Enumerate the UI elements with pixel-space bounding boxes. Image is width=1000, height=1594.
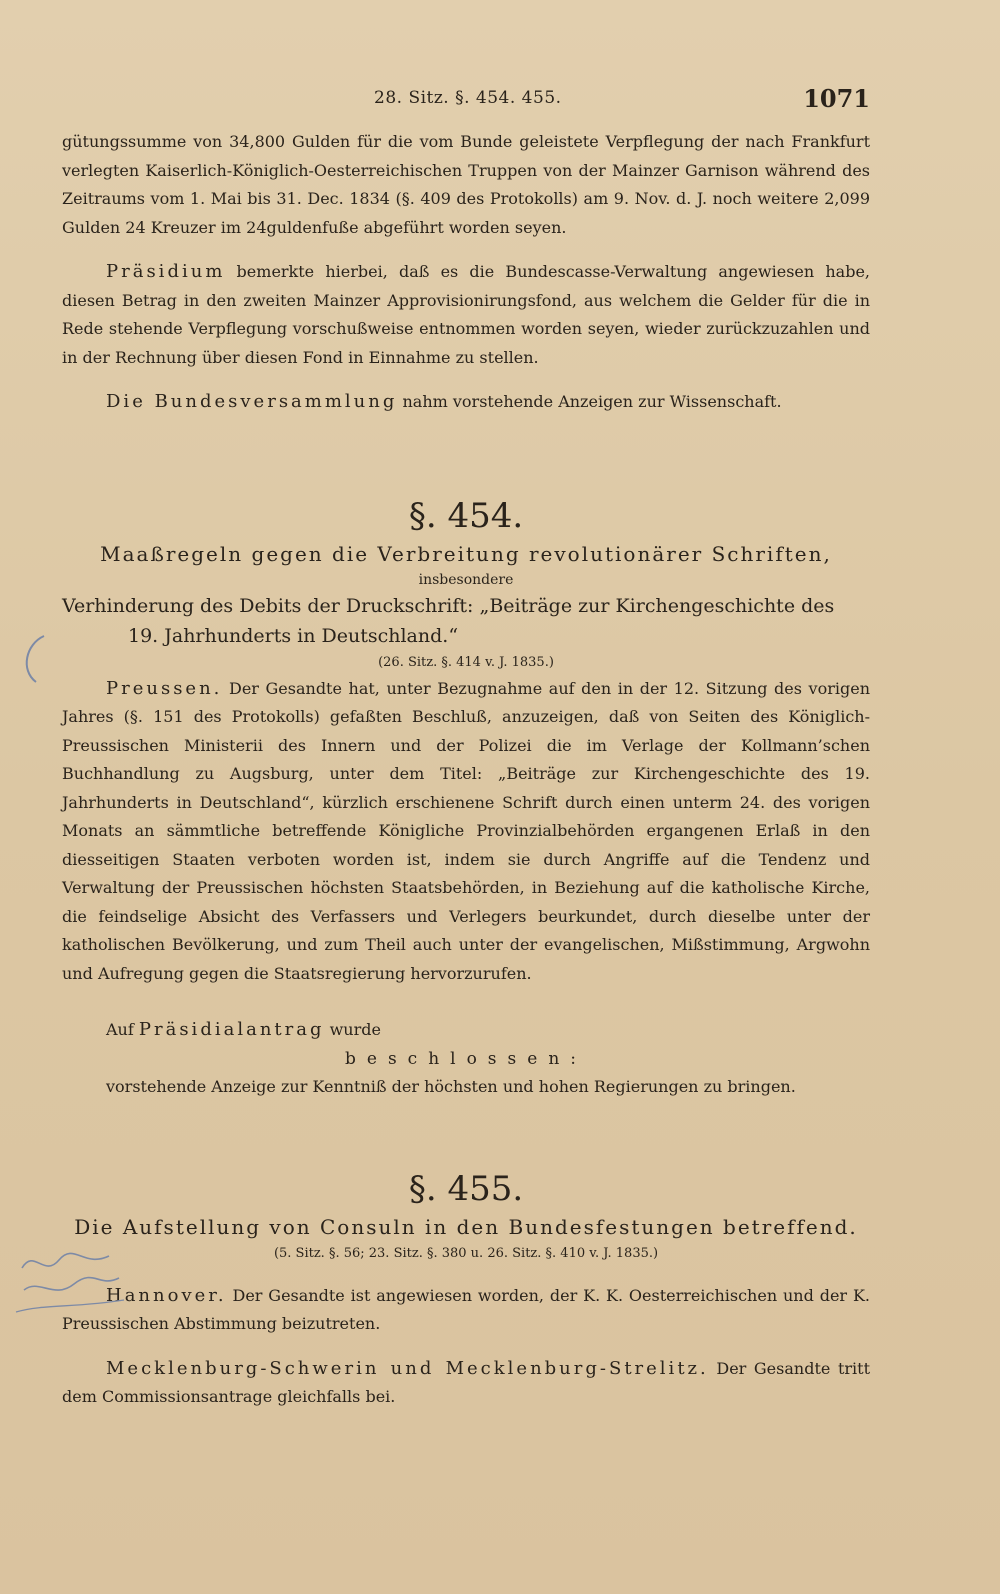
section-455-number: §. 455.: [408, 1168, 524, 1209]
pencil-bracket-mark: [6, 630, 56, 690]
resolution-text: vorstehende Anzeige zur Kenntniß der höchsten und hohen Regierungen zu bringen.: [106, 1077, 796, 1096]
mecklenburg-paragraph: [62, 1355, 870, 1412]
prussia-paragraph: [62, 675, 870, 989]
section-455-reference: (5. Sitz. §. 56; 23. Sitz. §. 380 u. 26. Sitz. §. 410 v. J. 1835.): [273, 1245, 659, 1261]
motion-pre: Auf: [106, 1020, 139, 1039]
page-body: [62, 128, 870, 1412]
motion-line: [62, 1016, 870, 1045]
presidium-paragraph: [62, 258, 870, 372]
pencil-scribble-mark: [14, 1238, 134, 1318]
page-header: [62, 84, 870, 118]
resolved-label: beschlossen:: [345, 1048, 587, 1069]
assembly-text: nahm vorstehende Anzeigen zur Wissenschaft.: [397, 392, 782, 411]
section-454-number: §. 454.: [408, 495, 524, 536]
section-454-heading: Verhinderung des Debits der Druckschrift: „Beiträge zur Kirchengeschichte des 19. Jahrhunderts in Deutschland.“: [62, 594, 835, 647]
section-454-reference: (26. Sitz. §. 414 v. J. 1835.): [378, 654, 554, 670]
section-455-title: Die Aufstellung von Consuln in den Bundesfestungen betreffend.: [74, 1214, 858, 1239]
section-454-title: Maaßregeln gegen die Verbreitung revolutionärer Schriften,: [100, 541, 832, 566]
speaker-mecklenburg: Mecklenburg-Schwerin und Mecklenburg-Strelitz.: [106, 1357, 709, 1379]
mecklenburg-text: Der Gesandte tritt dem Commissionsantrage gleichfalls bei.: [62, 1358, 870, 1406]
motion-spaced: Präsidialantrag: [138, 1019, 325, 1040]
page-number: 1071: [803, 84, 870, 113]
presidium-text: bemerkte hierbei, daß es die Bundescasse-Verwaltung angewiesen habe, diesen Betrag in den zweiten Mainzer Approvisionirungsfond, aus welchem die Gelder für die in Rede stehende Verpflegung vorschußweise entnommen worden seyen, wieder zurückzuzahlen und in der Rechnung über diesen Fond in Einnahme zu stellen.: [62, 262, 870, 367]
hanover-paragraph: [62, 1282, 870, 1339]
speaker-presidium: Präsidium: [106, 261, 226, 282]
motion-post: wurde: [324, 1020, 381, 1039]
speaker-hanover: Hannover.: [106, 1284, 227, 1306]
speaker-prussia: Preussen.: [106, 677, 223, 699]
speaker-assembly: Die Bundesversammlung: [106, 391, 398, 412]
assembly-paragraph: [62, 388, 870, 417]
prussia-text: Der Gesandte hat, unter Bezugnahme auf den in der 12. Sitzung des vorigen Jahres (§. 151 des Protokolls) gefaßten Beschluß, anzuzeigen, daß von Seiten des Königlich-Preussischen Ministerii des Innern und der Polizei die im Verlage der Kollmann’schen Buchhandlung zu Augsburg, unter dem Titel: „Beiträge zur Kirchengeschichte des 19. Jahrhunderts in Deutschland“, kürzlich erschienene Schrift durch einen unterm 24. des vorigen Monats an sämmtliche betreffende Königliche Provinzialbehörden ergangenen Erlaß in den diesseitigen Staaten verboten worden ist, indem sie durch Angriffe auf die Tendenz und Verwaltung der Preussischen höchsten Staatsbehörden, in Beziehung auf die katholische Kirche, die feindselige Absicht des Verfassers und Verlegers beurkundet, durch dieselbe unter der katholischen Bevölkerung, und zum Theil auch unter der evangelischen, Mißstimmung, Argwohn und Aufregung gegen die Staatsregierung hervorzurufen.: [62, 678, 870, 983]
running-title: 28. Sitz. §. 454. 455.: [374, 88, 562, 108]
section-454-subtitle: insbesondere: [418, 571, 514, 588]
continued-paragraph: gütungssumme von 34,800 Gulden für die vom Bunde geleistete Verpflegung der nach Frankfurt verlegten Kaiserlich-Königlich-Oesterreichischen Truppen von der Mainzer Garnison während des Zeitraums vom 1. Mai bis 31. Dec. 1834 (§. 409 des Protokolls) am 9. Nov. d. J. noch weitere 2,099 Gulden 24 Kreuzer im 24guldenfuße abgeführt worden seyen.: [62, 132, 870, 237]
hanover-text: Der Gesandte ist angewiesen worden, der K. K. Oesterreichischen und der K. Preussischen Abstimmung beizutreten.: [62, 1285, 870, 1333]
